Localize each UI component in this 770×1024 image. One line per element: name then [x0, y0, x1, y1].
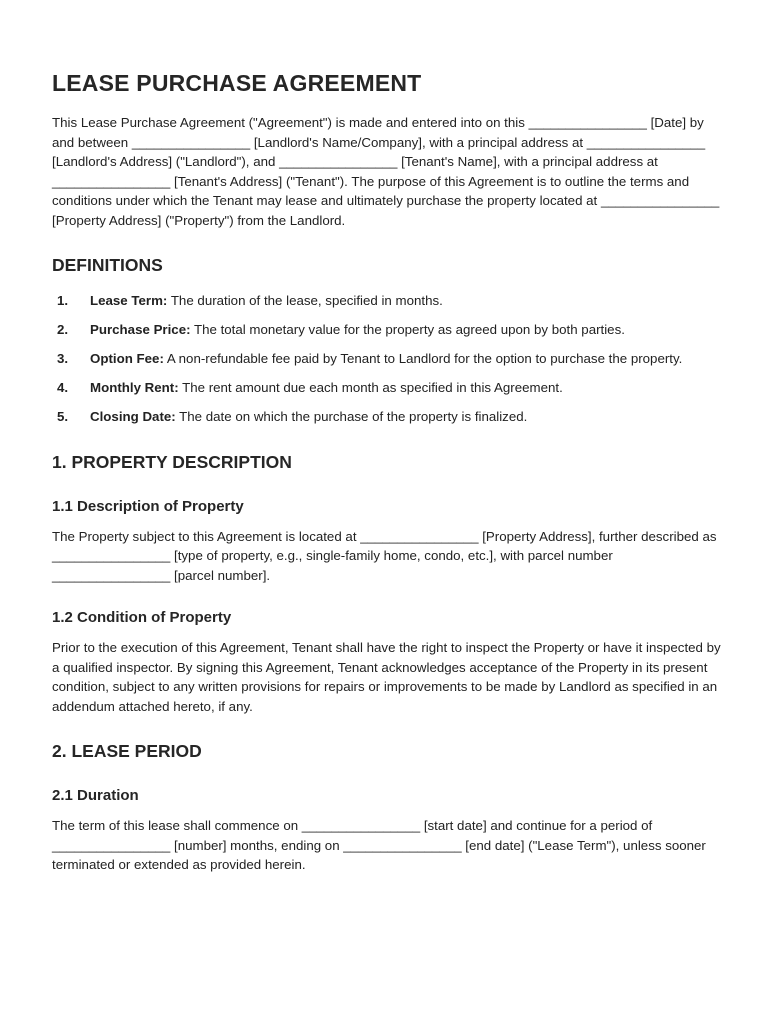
definition-text: The duration of the lease, specified in months.	[167, 293, 443, 308]
definition-term: Purchase Price:	[90, 322, 191, 337]
definition-text: The total monetary value for the property as agreed upon by both parties.	[190, 322, 625, 337]
definition-text: A non-refundable fee paid by Tenant to Landlord for the option to purchase the property.	[163, 351, 683, 366]
definition-term: Closing Date:	[90, 409, 176, 424]
definition-text: The rent amount due each month as specified in this Agreement.	[178, 380, 563, 395]
definition-number: 3.	[57, 351, 69, 366]
section-1-1-heading: 1.1 Description of Property	[52, 497, 244, 515]
definition-item	[52, 378, 724, 398]
definitions-heading: DEFINITIONS	[52, 255, 163, 275]
definition-item	[52, 320, 724, 340]
definition-item	[52, 349, 724, 369]
definitions-list	[52, 291, 724, 427]
document-page	[52, 70, 724, 875]
definition-item	[52, 407, 724, 427]
section-2-1-text: The term of this lease shall commence on ________________ [start date] and continue for a period of ________________ [number] months, ending on ________________ [end date] ("Lease Term"), unless sooner terminated or extended as provided herein.	[52, 818, 706, 872]
section-1-heading: 1. PROPERTY DESCRIPTION	[52, 451, 292, 472]
document-title: LEASE PURCHASE AGREEMENT	[52, 70, 422, 96]
section-1-2-text: Prior to the execution of this Agreement, Tenant shall have the right to inspect the Property or have it inspected by a qualified inspector. By signing this Agreement, Tenant acknowledges acceptance of the Property in its present condition, subject to any written provisions for repairs or improvements to be made by Landlord as specified in an addendum attached hereto, if any.	[52, 640, 721, 714]
definition-number: 1.	[57, 293, 69, 308]
definition-term: Monthly Rent:	[90, 380, 179, 395]
definition-item	[52, 291, 724, 311]
section-1-1-text: The Property subject to this Agreement is located at ________________ [Property Address], further described as ________________ [type of property, e.g., single-family home, condo, etc.], with parcel number ________________ [parcel number].	[52, 528, 717, 583]
definition-number: 2.	[57, 322, 69, 337]
intro-paragraph: This Lease Purchase Agreement ("Agreement") is made and entered into on this ________________ [Date] by and between ________________ [Landlord's Name/Company], with a principal address at ________________ [Landlord's Address] ("Landlord"), and ________________ [Tenant's Name], with a principal address at ________________ [Tenant's Address] ("Tenant"). The purpose of this Agreement is to outline the terms and conditions under which the Tenant may lease and ultimately purchase the property located at ________________ [Property Address] ("Property") from the Landlord.	[52, 115, 720, 228]
definition-term: Lease Term:	[90, 293, 168, 308]
definition-number: 5.	[57, 409, 69, 424]
definition-number: 4.	[57, 380, 69, 395]
section-2-heading: 2. LEASE PERIOD	[52, 741, 202, 761]
section-2-1-heading: 2.1 Duration	[52, 787, 139, 804]
definition-term: Option Fee:	[90, 351, 164, 366]
definition-text: The date on which the purchase of the property is finalized.	[175, 409, 528, 424]
section-1-2-heading: 1.2 Condition of Property	[52, 609, 232, 626]
